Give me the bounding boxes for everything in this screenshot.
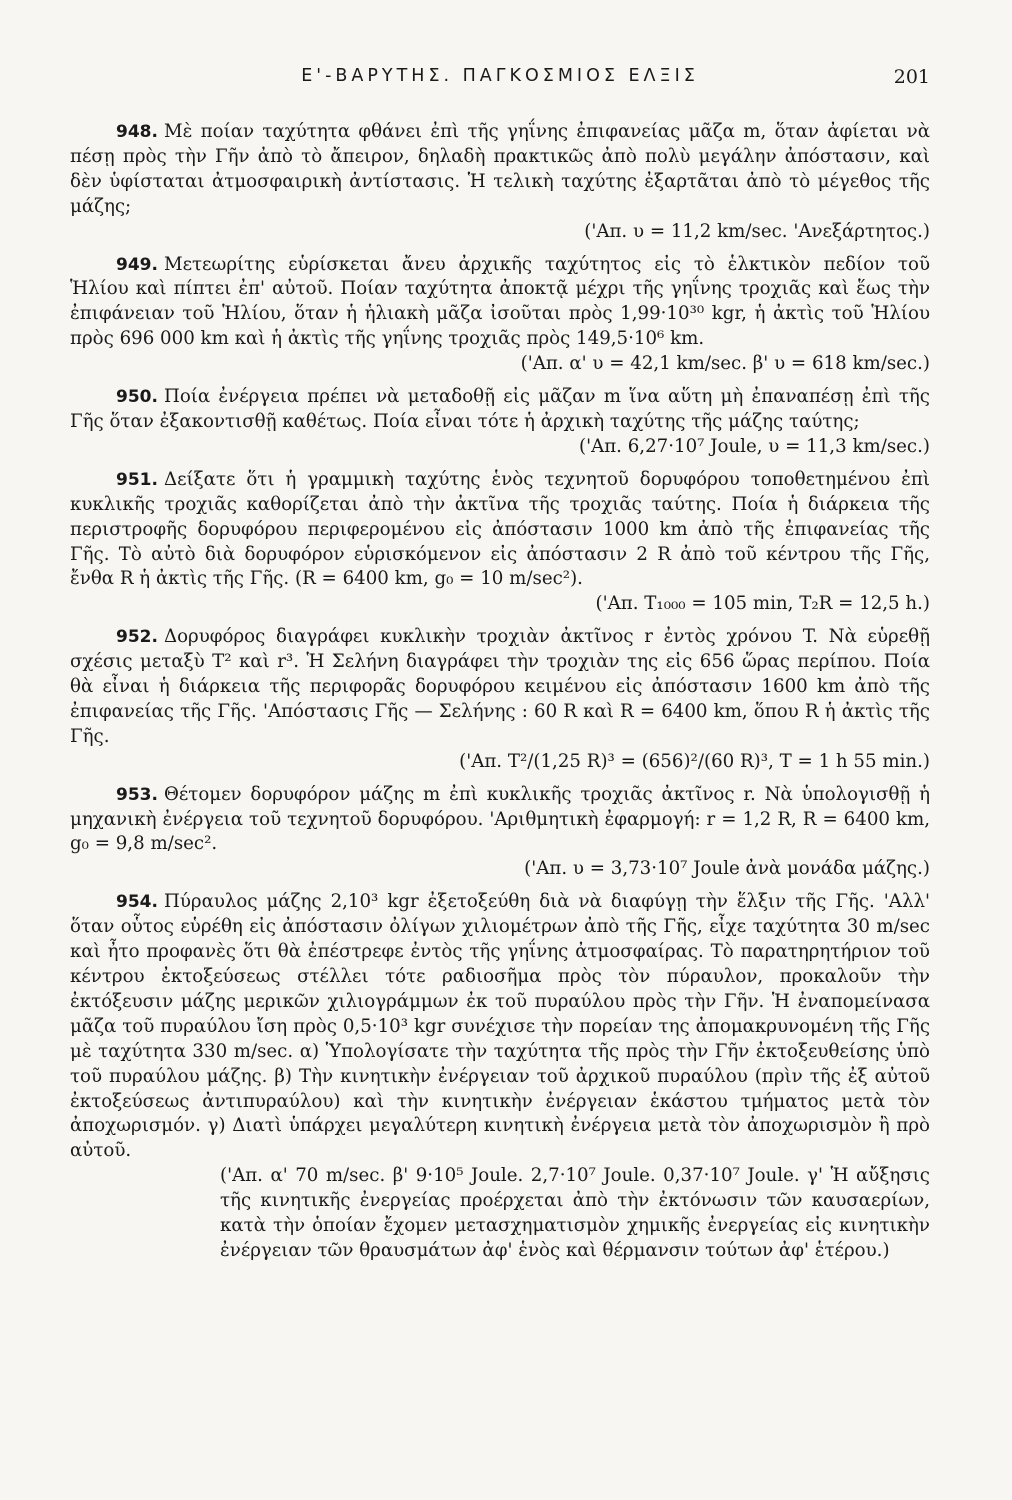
problem-answer: ('Απ. υ = 11,2 km/sec. 'Ανεξάρτητος.): [584, 220, 930, 242]
problem-number: 952.: [116, 627, 158, 648]
running-title: Ε'-ΒΑΡΥΤΗΣ. ΠΑΓΚΟΣΜΙΟΣ ΕΛΞΙΣ: [301, 66, 699, 86]
problem-954: [70, 890, 930, 1264]
problem-number: 949.: [116, 254, 158, 275]
problem-text: Δορυφόρος διαγράφει κυκλικὴν τροχιὰν ἀκτῖνος r ἐντὸς χρόνου T. Νὰ εὑρεθῇ σχέσις μεταξὺ T² καὶ r³. Ἡ Σελήνη διαγράφει τὴν τροχιὰν της εἰς 656 ὥρας περίπου. Ποία θὰ εἶναι ἡ διάρκεια τῆς περιφορᾶς δορυφόρου κειμένου εἰς ἀπόστασιν 1600 km ἀπὸ τῆς ἐπιφανείας τῆς Γῆς. 'Απόστασις Γῆς — Σελήνης : 60 R καὶ R = 6400 km, ὅπου R ἡ ἀκτὶς τῆς Γῆς.: [70, 626, 930, 747]
page: [70, 58, 930, 1272]
problem-number: 953.: [116, 784, 158, 805]
problem-text: Μὲ ποίαν ταχύτητα φθάνει ἐπὶ τῆς γηΐνης ἐπιφανείας μᾶζα m, ὅταν ἀφίεται νὰ πέσῃ πρὸς τὴν Γῆν ἀπὸ τὸ ἄπειρον, δηλαδὴ πρακτικῶς ἀπὸ πολὺ μεγάλην ἀπόστασιν, καὶ δὲν ὑφίσταται ἀτμοσφαιρικὴ ἀντίστασις. Ἡ τελικὴ ταχύτης ἐξαρτᾶται ἀπὸ τὸ μέγεθος τῆς μάζης;: [70, 121, 930, 217]
problem-text: Δείξατε ὅτι ἡ γραμμικὴ ταχύτης ἑνὸς τεχνητοῦ δορυφόρου τοποθετημένου ἐπὶ κυκλικῆς τροχιᾶς καθορίζεται ἀπὸ τὴν ἀκτῖνα τῆς τροχιᾶς ταύτης. Ποία ἡ διάρκεια τῆς περιστροφῆς δορυφόρου περιφερομένου εἰς ἀπόστασιν 1000 km ἀπὸ τῆς ἐπιφανείας τῆς Γῆς. Τὸ αὐτὸ διὰ δορυφόρον εὑρισκόμενον εἰς ἀπόστασιν 2 R ἀπὸ τοῦ κέντρου τῆς Γῆς, ἔνθα R ἡ ἀκτὶς τῆς Γῆς. (R = 6400 km, g₀ = 10 m/sec²).: [70, 468, 930, 590]
problem-answer: ('Απ. T²/(1,25 R)³ = (656)²/(60 R)³, T = 1 h 55 min.): [459, 750, 930, 772]
problem-text: Πύραυλος μάζης 2,10³ kgr ἐξετοξεύθη διὰ νὰ διαφύγῃ τὴν ἕλξιν τῆς Γῆς. 'Αλλ' ὅταν οὗτος εὑρέθη εἰς ἀπόστασιν ὀλίγων χιλιομέτρων ἀπὸ τῆς Γῆς, εἶχε ταχύτητα 30 m/sec καὶ ἦτο προφανὲς ὅτι θὰ ἐπέστρεφε ἐντὸς τῆς γηΐνης ἀτμοσφαίρας. Τὸ παρατηρητήριον τοῦ κέντρου ἐκτοξεύσεως στέλλει τότε ραδιοσῆμα πρὸς τὸν πύραυλον, προκαλοῦν τὴν ἐκτόξευσιν μάζης μερικῶν χιλιογράμμων ἐκ τοῦ πυραύλου πρὸς τὴν Γῆν. Ἡ ἐναπομείνασα μᾶζα τοῦ πυραύλου ἴση πρὸς 0,5·10³ kgr συνέχισε τὴν πορείαν της ἀπομακρυνομένη τῆς Γῆς μὲ ταχύτητα 330 m/sec. α) Ὑπολογίσατε τὴν ταχύτητα τῆς πρὸς τὴν Γῆν ἐκτοξευθείσης ὑπὸ τοῦ πυραύλου μάζης. β) Τὴν κινητικὴν ἐνέργειαν τοῦ ἀρχικοῦ πυραύλου (πρὶν τῆς ἐξ αὐτοῦ ἐκτοξεύσεως ἀντιπυραύλου) καὶ τὴν κινητικὴν ἐνέργειαν ἑκάστου τμήματος μετὰ τὸν ἀποχωρισμόν. γ) Διατὶ ὑπάρχει μεγαλύτερη κινητικὴ ἐνέργεια μετὰ τὸν ἀποχωρισμὸν ἢ πρὸ αὐτοῦ.: [70, 891, 930, 1162]
problem-answer: ('Απ. T₁₀₀₀ = 105 min, T₂R = 12,5 h.): [595, 593, 930, 615]
problem-text: Θέτομεν δορυφόρον μάζης m ἐπὶ κυκλικῆς τροχιᾶς ἀκτῖνος r. Νὰ ὑπολογισθῇ ἡ μηχανικὴ ἐνέργεια τοῦ τεχνητοῦ δορυφόρου. 'Αριθμητικὴ ἐφαρμογή: r = 1,2 R, R = 6400 km, g₀ = 9,8 m/sec².: [70, 783, 930, 855]
problem-answer: ('Απ. α' υ = 42,1 km/sec. β' υ = 618 km/sec.): [520, 353, 930, 375]
problem-answer: ('Απ. α' 70 m/sec. β' 9·10⁵ Joule. 2,7·10⁷ Joule. 0,37·10⁷ Joule. γ' Ἡ αὔξησις τῆς κινητικῆς ἐνεργείας προέρχεται ἀπὸ τὴν ἐκτόνωσιν τῶν καυσαερίων, κατὰ τὴν ὁποίαν ἔχομεν μετασχηματισμὸν χημικῆς ἐνεργείας εἰς κινητικὴν ἐνέργειαν τῶν θραυσμάτων ἀφ' ἑνὸς καὶ θέρμανσιν τούτων ἀφ' ἑτέρου.): [220, 1165, 930, 1261]
problem-number: 951.: [116, 469, 158, 490]
problem-948: [70, 120, 930, 245]
problem-answer: ('Απ. υ = 3,73·10⁷ Joule ἀνὰ μονάδα μάζης.): [524, 858, 930, 880]
problem-number: 950.: [116, 387, 158, 408]
problem-951: [70, 468, 930, 617]
page-number: 201: [893, 66, 930, 88]
problem-text: Ποία ἐνέργεια πρέπει νὰ μεταδοθῇ εἰς μᾶζαν m ἵνα αὕτη μὴ ἐπαναπέσῃ ἐπὶ τῆς Γῆς ὅταν ἐξακοντισθῇ καθέτως. Ποία εἶναι τότε ἡ ἀρχικὴ ταχύτης τῆς μάζης ταύτης;: [70, 386, 930, 432]
running-head: [70, 58, 930, 98]
problem-952: [70, 625, 930, 774]
problem-950: [70, 385, 930, 460]
problem-949: [70, 253, 930, 378]
problem-answer: ('Απ. 6,27·10⁷ Joule, υ = 11,3 km/sec.): [578, 435, 930, 457]
problem-text: Μετεωρίτης εὑρίσκεται ἄνευ ἀρχικῆς ταχύτητος εἰς τὸ ἑλκτικὸν πεδίον τοῦ Ἡλίου καὶ πίπτει ἐπ' αὐτοῦ. Ποίαν ταχύτητα ἀποκτᾷ μέχρι τῆς γηΐνης τροχιᾶς καὶ ἕως τὴν ἐπιφάνειαν τοῦ Ἡλίου, ὅταν ἡ ἡλιακὴ μᾶζα ἰσοῦται πρὸς 1,99·10³⁰ kgr, ἡ ἀκτὶς τοῦ Ἡλίου πρὸς 696 000 km καὶ ἡ ἀκτὶς τῆς γηΐνης τροχιᾶς πρὸς 149,5·10⁶ km.: [70, 253, 930, 350]
problem-953: [70, 783, 930, 883]
problem-number: 948.: [116, 122, 158, 142]
problem-number: 954.: [116, 892, 158, 913]
